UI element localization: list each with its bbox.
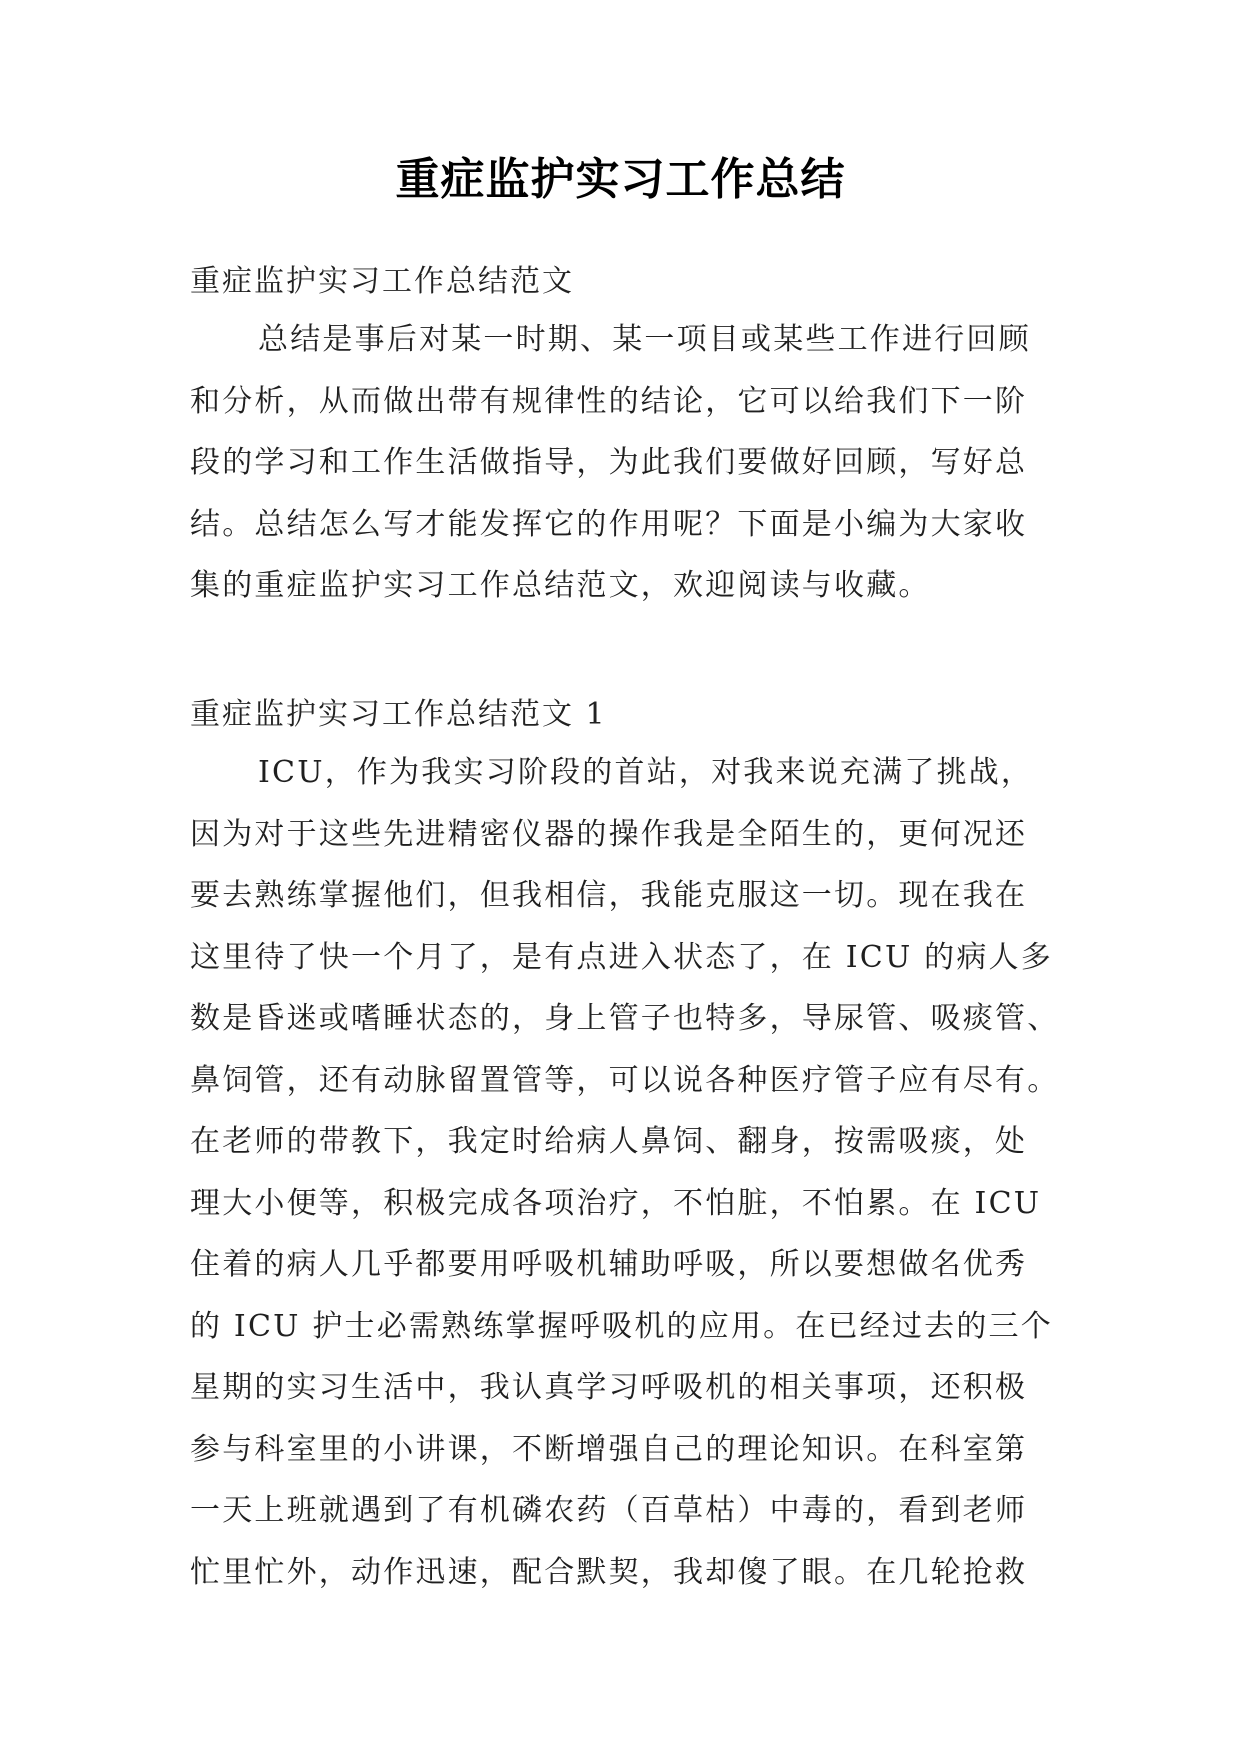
text-line: 要去熟练掌握他们，但我相信，我能克服这一切。现在我在 bbox=[190, 878, 1028, 913]
section-heading: 重症监护实习工作总结范文 1 bbox=[190, 697, 607, 732]
text-line: 段的学习和工作生活做指导，为此我们要做好回顾，写好总 bbox=[190, 445, 1028, 480]
text-line: 参与科室里的小讲课，不断增强自己的理论知识。在科室第 bbox=[190, 1431, 1028, 1467]
text-line: 总结是事后对某一时期、某一项目或某些工作进行回顾 bbox=[258, 322, 1031, 357]
text-line: 这里待了快一个月了，是有点进入状态了，在 ICU 的病人多 bbox=[190, 939, 1053, 975]
section-1 bbox=[190, 262, 1056, 302]
text-line: 鼻饲管，还有动脉留置管等，可以说各种医疗管子应有尽有。 bbox=[190, 1062, 1060, 1098]
intro-paragraph bbox=[190, 309, 1056, 617]
section-heading: 重症监护实习工作总结范文 bbox=[190, 264, 574, 299]
text-line: 一天上班就遇到了有机磷农药（百草枯）中毒的，看到老师 bbox=[190, 1493, 1028, 1528]
document-title: 重症监护实习工作总结 bbox=[395, 154, 846, 205]
text-line: 在老师的带教下，我定时给病人鼻饲、翻身，按需吸痰，处 bbox=[190, 1124, 1028, 1159]
text-line: 忙里忙外，动作迅速，配合默契，我却傻了眼。在几轮抢救 bbox=[190, 1554, 1028, 1590]
text-line: 星期的实习生活中，我认真学习呼吸机的相关事项，还积极 bbox=[190, 1370, 1028, 1405]
body-paragraph bbox=[190, 742, 1060, 1603]
text-line: 因为对于这些先进精密仪器的操作我是全陌生的，更何况还 bbox=[190, 816, 1028, 852]
text-line: 结。总结怎么写才能发挥它的作用呢？下面是小编为大家收 bbox=[190, 506, 1028, 542]
text-line: ICU，作为我实习阶段的首站，对我来说充满了挑战， bbox=[258, 755, 1034, 790]
text-line: 集的重症监护实习工作总结范文，欢迎阅读与收藏。 bbox=[190, 568, 931, 603]
text-line: 数是昏迷或嗜睡状态的，身上管子也特多，导尿管、吸痰管、 bbox=[190, 1001, 1060, 1036]
text-line: 和分析，从而做出带有规律性的结论，它可以给我们下一阶 bbox=[190, 383, 1028, 419]
text-line: 的 ICU 护士必需熟练掌握呼吸机的应用。在已经过去的三个 bbox=[190, 1308, 1053, 1344]
section-2 bbox=[190, 695, 1056, 735]
text-line: 住着的病人几乎都要用呼吸机辅助呼吸，所以要想做名优秀 bbox=[190, 1247, 1028, 1282]
text-line: 理大小便等，积极完成各项治疗，不怕脏，不怕累。在 ICU bbox=[190, 1185, 1042, 1221]
